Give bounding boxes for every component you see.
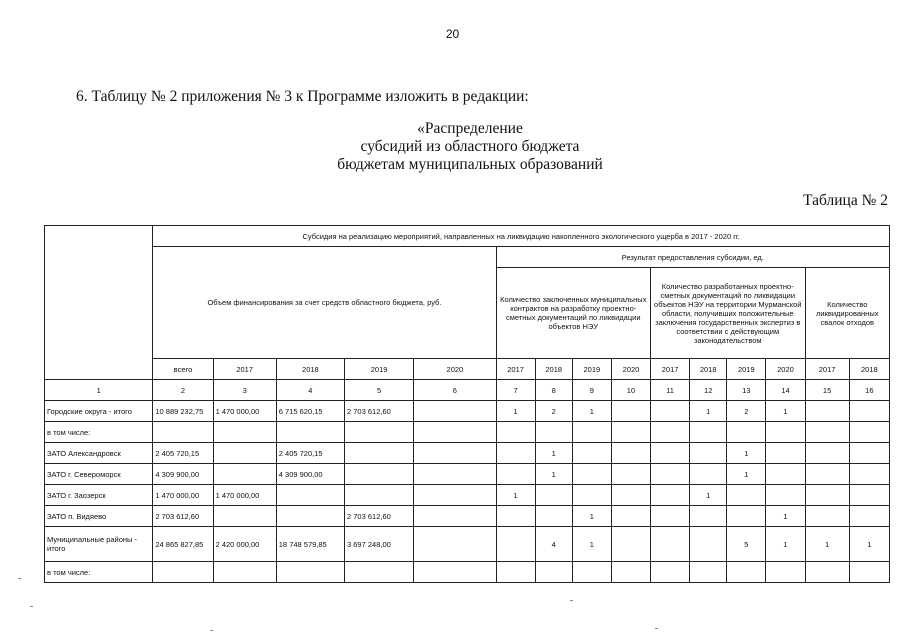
table-row [45, 401, 890, 422]
column-index-15: 15 [805, 380, 849, 401]
table-row [45, 562, 890, 583]
data-cell [651, 422, 690, 443]
data-cell [496, 562, 535, 583]
data-cell [651, 485, 690, 506]
data-cell [496, 506, 535, 527]
data-cell [651, 506, 690, 527]
data-cell [727, 485, 766, 506]
data-cell [611, 506, 650, 527]
data-cell [345, 562, 414, 583]
data-cell [345, 464, 414, 485]
data-cell [276, 506, 344, 527]
data-cell: 1 [849, 527, 889, 562]
column-index-12: 12 [690, 380, 727, 401]
data-cell [727, 422, 766, 443]
liquidated-year-1: 2018 [849, 359, 889, 380]
row-label-cell: ЗАТО г. Североморск [45, 464, 153, 485]
heading-line-1: «Распределение [417, 120, 523, 137]
data-cell: 1 [535, 464, 572, 485]
data-cell: 2 [535, 401, 572, 422]
data-cell [690, 527, 727, 562]
table-row [45, 527, 890, 562]
developed-header: Количество разработанных проектно-сметных документаций по ликвидации объектов НЭУ на территории Мурманской области, получивших положительные заключения государственных экспертиз в соответствии с действующим законодательством [651, 268, 806, 359]
column-index-14: 14 [766, 380, 805, 401]
data-cell [496, 527, 535, 562]
data-cell: 2 703 612,60 [345, 506, 414, 527]
data-cell: 4 309 900,00 [153, 464, 213, 485]
data-cell [805, 401, 849, 422]
page-number: 20 [445, 27, 460, 41]
data-cell [690, 562, 727, 583]
column-index-11: 11 [651, 380, 690, 401]
data-cell [727, 562, 766, 583]
data-cell [805, 506, 849, 527]
data-cell [805, 485, 849, 506]
data-cell [414, 422, 496, 443]
data-cell [414, 485, 496, 506]
data-cell: 1 [766, 401, 805, 422]
data-cell [572, 562, 611, 583]
data-cell [849, 443, 889, 464]
result-header: Результат предоставления субсидии, ед. [496, 247, 889, 268]
data-cell [345, 443, 414, 464]
data-cell [611, 422, 650, 443]
contracts-year-3: 2020 [611, 359, 650, 380]
data-cell [414, 401, 496, 422]
table-row [45, 422, 890, 443]
contracts-year-0: 2017 [496, 359, 535, 380]
column-index-row [45, 380, 890, 401]
data-cell [276, 485, 344, 506]
contracts-year-1: 2018 [535, 359, 572, 380]
data-cell [213, 464, 276, 485]
data-cell: 6 715 620,15 [276, 401, 344, 422]
data-cell [651, 401, 690, 422]
heading-line-3: бюджетам муниципальных образований [337, 156, 603, 173]
data-cell [611, 485, 650, 506]
data-cell [849, 464, 889, 485]
data-cell [805, 443, 849, 464]
data-cell: 1 470 000,00 [213, 401, 276, 422]
data-cell: 1 [496, 401, 535, 422]
data-cell [690, 506, 727, 527]
data-cell: 1 [572, 527, 611, 562]
financing-year-3: 2019 [345, 359, 414, 380]
table-row [45, 443, 890, 464]
data-cell [849, 401, 889, 422]
data-cell: 2 405 720,15 [153, 443, 213, 464]
data-cell [766, 464, 805, 485]
contracts-year-2: 2019 [572, 359, 611, 380]
data-cell [611, 527, 650, 562]
data-cell [651, 464, 690, 485]
data-cell: 18 748 579,85 [276, 527, 344, 562]
data-cell [535, 506, 572, 527]
row-label-cell: в том числе: [45, 562, 153, 583]
column-index-1: 1 [45, 380, 153, 401]
data-cell [690, 422, 727, 443]
data-cell [213, 562, 276, 583]
data-cell: 1 [572, 401, 611, 422]
financing-year-1: 2017 [213, 359, 276, 380]
data-cell [690, 443, 727, 464]
row-label-cell: ЗАТО п. Видяево [45, 506, 153, 527]
column-index-13: 13 [727, 380, 766, 401]
data-cell [345, 485, 414, 506]
data-cell [414, 506, 496, 527]
data-cell [690, 464, 727, 485]
table-row [45, 485, 890, 506]
data-cell [572, 443, 611, 464]
data-cell: 1 470 000,00 [153, 485, 213, 506]
column-index-2: 2 [153, 380, 213, 401]
data-cell [805, 464, 849, 485]
data-cell: 1 [727, 464, 766, 485]
row-label-cell: Городские округа - итого [45, 401, 153, 422]
row-label-cell: ЗАТО Александровск [45, 443, 153, 464]
data-cell [849, 506, 889, 527]
data-cell [766, 422, 805, 443]
data-cell: 5 [727, 527, 766, 562]
data-cell [414, 464, 496, 485]
data-cell [535, 562, 572, 583]
data-cell: 1 [805, 527, 849, 562]
data-cell [496, 443, 535, 464]
column-index-16: 16 [849, 380, 889, 401]
column-index-8: 8 [535, 380, 572, 401]
data-cell: 2 703 612,60 [153, 506, 213, 527]
data-cell [805, 562, 849, 583]
data-cell [651, 527, 690, 562]
data-cell: 10 889 232,75 [153, 401, 213, 422]
year-header-row [45, 359, 890, 380]
data-cell: 1 [766, 506, 805, 527]
data-cell [849, 422, 889, 443]
column-index-3: 3 [213, 380, 276, 401]
column-index-4: 4 [276, 380, 344, 401]
data-cell [766, 485, 805, 506]
header-corner-cell [45, 226, 153, 380]
data-cell: 4 309 900,00 [276, 464, 344, 485]
data-cell [611, 562, 650, 583]
data-cell [572, 422, 611, 443]
data-cell: 1 [690, 401, 727, 422]
table-label: Таблица № 2 [803, 192, 888, 209]
data-cell: 24 865 827,85 [153, 527, 213, 562]
row-label-cell: Муниципальные районы - итого [45, 527, 153, 562]
data-cell: 1 [766, 527, 805, 562]
data-cell [535, 485, 572, 506]
data-cell [345, 422, 414, 443]
financing-year-4: 2020 [414, 359, 496, 380]
developed-year-1: 2018 [690, 359, 727, 380]
data-cell: 2 [727, 401, 766, 422]
data-cell: 3 697 248,00 [345, 527, 414, 562]
data-cell [611, 401, 650, 422]
developed-year-0: 2017 [651, 359, 690, 380]
data-cell [213, 422, 276, 443]
data-cell [414, 562, 496, 583]
data-cell: 1 470 000,00 [213, 485, 276, 506]
developed-year-3: 2020 [766, 359, 805, 380]
data-cell: 4 [535, 527, 572, 562]
data-cell: 1 [727, 443, 766, 464]
table-row [45, 506, 890, 527]
data-cell [213, 443, 276, 464]
liquidated-header: Количество ликвидированных свалок отходов [805, 268, 889, 359]
row-label-cell: ЗАТО г. Заозерск [45, 485, 153, 506]
data-cell [535, 422, 572, 443]
financing-year-0: всего [153, 359, 213, 380]
data-cell [805, 422, 849, 443]
data-cell [766, 443, 805, 464]
column-index-10: 10 [611, 380, 650, 401]
data-cell [727, 506, 766, 527]
column-index-7: 7 [496, 380, 535, 401]
financing-header: Объем финансирования за счет средств областного бюджета, руб. [153, 247, 496, 359]
data-cell: 1 [572, 506, 611, 527]
data-cell [276, 422, 344, 443]
column-index-9: 9 [572, 380, 611, 401]
data-cell: 1 [690, 485, 727, 506]
data-cell [611, 443, 650, 464]
data-cell [766, 562, 805, 583]
data-cell [213, 506, 276, 527]
data-cell [651, 443, 690, 464]
data-cell [849, 562, 889, 583]
subsidy-table [44, 225, 890, 583]
intro-text: 6. Таблицу № 2 приложения № 3 к Программе изложить в редакции: [76, 88, 529, 105]
data-cell [496, 464, 535, 485]
liquidated-year-0: 2017 [805, 359, 849, 380]
data-cell: 1 [535, 443, 572, 464]
data-cell: 1 [496, 485, 535, 506]
contracts-header: Количество заключенных муниципальных контрактов на разработку проектно-сметных документаций по ликвидации объектов НЭУ [496, 268, 651, 359]
data-cell [276, 562, 344, 583]
document-heading [300, 120, 640, 174]
data-cell [849, 485, 889, 506]
table-row [45, 464, 890, 485]
data-cell [153, 562, 213, 583]
data-cell [651, 562, 690, 583]
data-cell [572, 485, 611, 506]
data-cell [496, 422, 535, 443]
data-cell: 2 405 720,15 [276, 443, 344, 464]
data-cell: 2 420 000,00 [213, 527, 276, 562]
column-index-6: 6 [414, 380, 496, 401]
data-cell [414, 443, 496, 464]
data-cell [572, 464, 611, 485]
main-header: Субсидия на реализацию мероприятий, направленных на ликвидацию накопленного экологического ущерба в 2017 - 2020 гг. [153, 226, 890, 247]
row-label-cell: в том числе: [45, 422, 153, 443]
data-cell [414, 527, 496, 562]
data-cell [153, 422, 213, 443]
heading-line-2: субсидий из областного бюджета [360, 138, 580, 155]
column-index-5: 5 [345, 380, 414, 401]
developed-year-2: 2019 [727, 359, 766, 380]
financing-year-2: 2018 [276, 359, 344, 380]
data-cell [611, 464, 650, 485]
data-cell: 2 703 612,60 [345, 401, 414, 422]
